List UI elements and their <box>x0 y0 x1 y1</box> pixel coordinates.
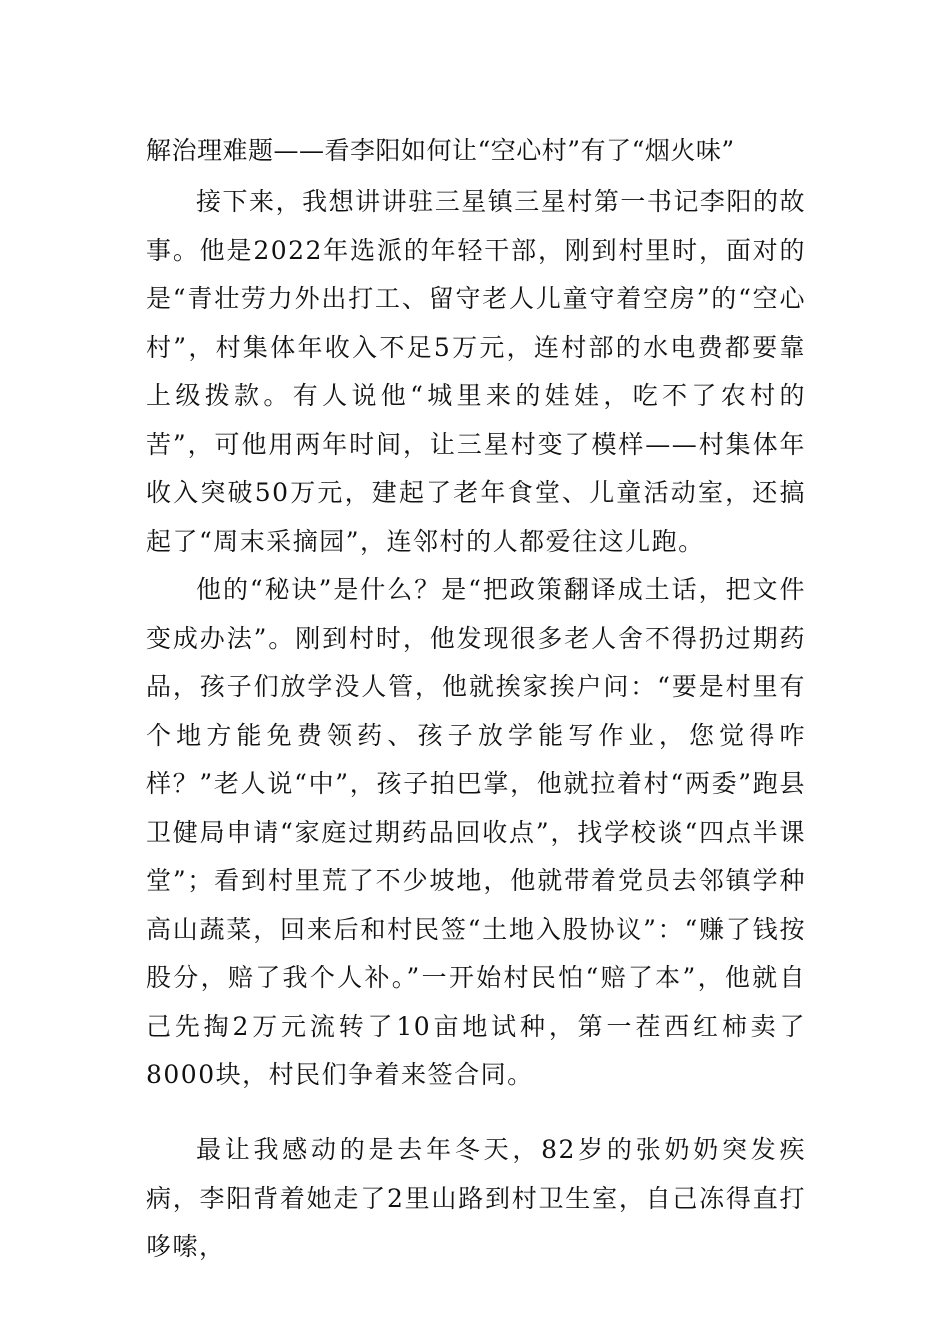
paragraph: 他的“秘诀”是什么？是“把政策翻译成土话，把文件变成办法”。刚到村时，他发现很多老人舍不得扔过期药品，孩子们放学没人管，他就挨家挨户问：“要是村里有个地方能免费领药、孩子放学能写作业，您觉得咋样？”老人说“中”，孩子拍巴掌，他就拉着村“两委”跑县卫健局申请“家庭过期药品回收点”，找学校谈“四点半课堂”；看到村里荒了不少坡地，他就带着党员去邻镇学种高山蔬菜，回来后和村民签“土地入股协议”：“赚了钱按股分，赔了我个人补。”一开始村民怕“赔了本”，他就自己先掏2万元流转了10亩地试种，第一茬西红柿卖了8000块，村民们争着来签合同。 <box>146 575 806 1089</box>
document-page <box>146 0 806 1344</box>
paragraph: 最让我感动的是去年冬天，82岁的张奶奶突发疾病，李阳背着她走了2里山路到村卫生室，自己冻得直打哆嗦， <box>146 1135 806 1261</box>
paragraph: 接下来，我想讲讲驻三星镇三星村第一书记李阳的故事。他是2022年选派的年轻干部，刚到村里时，面对的是“青壮劳力外出打工、留守老人儿童守着空房”的“空心村”，村集体年收入不足5万元，连村部的水电费都要靠上级拨款。有人说他“城里来的娃娃，吃不了农村的苦”，可他用两年时间，让三星村变了模样——村集体年收入突破50万元，建起了老年食堂、儿童活动室，还搞起了“周末采摘园”，连邻村的人都爱往这儿跑。 <box>146 187 806 556</box>
section-heading: 解治理难题——看李阳如何让“空心村”有了“烟火味” <box>146 136 735 165</box>
